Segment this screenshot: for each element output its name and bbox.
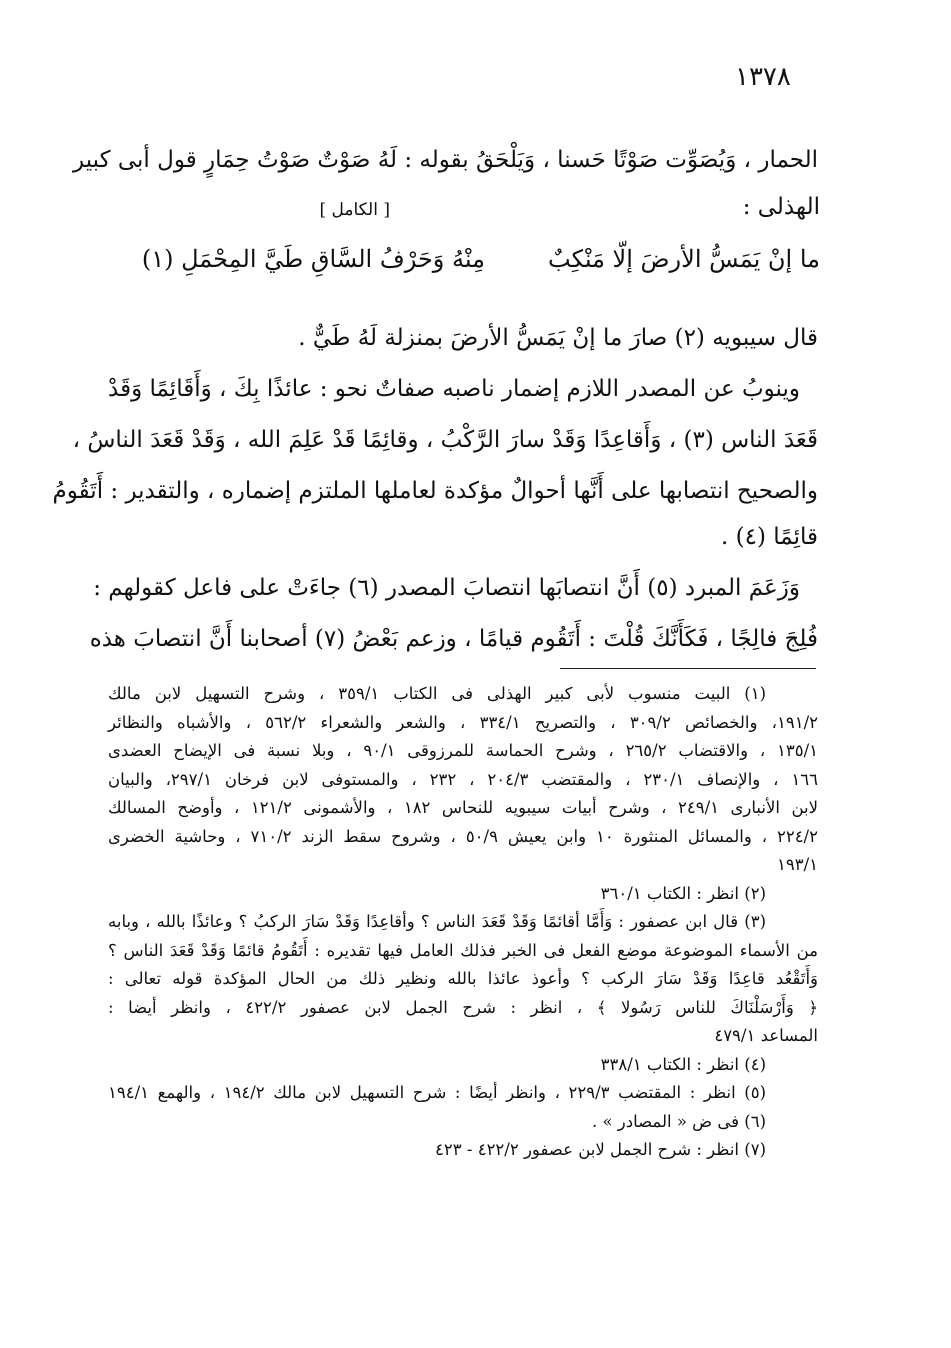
footnote-line: ٢٢٤/٢ ، والمسائل المنثورة ١٠ وابن يعيش ٥٠/٩ ، وشروح سقط الزند ٧١٠/٢ ، وحاشية الخضرى <box>108 826 818 846</box>
verse-first-hemistich: ما إنْ يَمَسُّ الأرضَ إلّا مَنْكِبٌ <box>548 245 820 273</box>
footnote-line: (٧) انظر : شرح الجمل لابن عصفور ٤٢٢/٢ - ٤٢٣ <box>435 1140 766 1159</box>
page-number: ١٣٧٨ <box>735 62 791 92</box>
footnote-line: ١٩٣/١ <box>776 855 818 874</box>
intro-line <box>73 135 818 186</box>
text-line: الحمار ، وَيُصَوِّت صَوْتًا حَسنا ، وَيَلْحَقُ بقوله : لَهُ صَوْتٌ صَوْتُ حِمَارٍ قول أبى كبير <box>73 147 818 173</box>
footnote-line: (٦) فى ض « المصادر » . <box>591 1111 766 1131</box>
footnote-2 <box>108 880 818 909</box>
footnote-line: (٤) انظر : الكتاب ٣٣٨/١ <box>600 1054 766 1074</box>
footnote-line: وَأَتَقْعُد قاعِدًا وَقَدْ سَارَ الركب ؟ وأعوذ عائذا بالله ونظير ذلك من الحال المؤكدة قوله تعالى : <box>108 969 818 988</box>
text-line: وَزَعَمَ المبرد (٥) أَنَّ انتصابَها انتصابَ المصدر (٦) جاءَتْ على فاعل كقولهم : <box>93 575 800 601</box>
footnote-line: ١٩١/٢، والخصائص ٣٠٩/٢ ، والتصريح ٣٣٤/١ ، والشعر والشعراء ٥٦٢/٢ ، والأشباه والنظائر <box>108 712 818 732</box>
text-line: وينوبُ عن المصدر اللازم إضمار ناصبه صفاتٌ نحو : عائذًا بِكَ ، وَأَقَائِمًا وَقَدْ <box>108 376 800 402</box>
footnote-line: (١) البيت منسوب لأبى كبير الهذلى فى الكتاب ٣٥٩/١ ، وشرح التسهيل لابن مالك <box>108 684 766 703</box>
paragraph <box>89 563 818 665</box>
main-text <box>52 313 818 665</box>
footnote-5 <box>108 1079 818 1108</box>
paragraph <box>108 313 818 364</box>
footnote-line: المساعد ٤٧٩/١ <box>714 1026 818 1045</box>
text-line: والصحيح انتصابها على أَنَّها أحوالٌ مؤكدة لعاملها الملتزم إضماره ، والتقدير : أَتَقُومُ <box>52 478 818 504</box>
verse-second-hemistich: مِنْهُ وَحَرْفُ السَّاقِ طَيَّ المِحْمَلِ (١) <box>141 245 485 273</box>
footnote-line: ١٣٥/١ ، والاقتضاب ٢٦٥/٢ ، وشرح الحماسة للمرزوقى ٩٠/١ ، وبلا نسبة فى الإيضاح العضدى <box>108 741 819 760</box>
footnote-6 <box>108 1108 818 1137</box>
footnote-4 <box>108 1051 818 1080</box>
footnote-line: من الأسماء الموضوعة موضع الفعل فى الخبر فذلك العامل فيها تقديره : أَتَقُومُ قائمًا وَقَدْ قَعَدَ الناس ؟ <box>108 940 818 960</box>
footnotes <box>108 680 818 1165</box>
footnote-separator <box>560 668 816 669</box>
text-line: قائِمًا (٤) . <box>721 524 818 550</box>
paragraph <box>52 364 818 557</box>
footnote-3 <box>108 908 818 1051</box>
footnote-1 <box>108 680 818 880</box>
text-line: فُلِجَ فالِجًا ، فَكَأَنَّكَ قُلْتَ : أَتَقُوم قيامًا ، وزعم بَعْضُ (٧) أصحابنا أَنَّ انتصابَ هذه <box>89 626 818 652</box>
footnote-line: ﴿ وَأَرْسَلْنَاكَ للناس رَسُولا ﴾ ، انظر : شرح الجمل لابن عصفور ٤٢٢/٢ ، وانظر أيضا : <box>108 997 818 1017</box>
text-line: قال سيبويه (٢) صارَ ما إنْ يَمَسُّ الأرضَ بمنزلة لَهُ طَيٌّ . <box>298 325 818 351</box>
meter-label: [ الكامل ] <box>319 200 390 220</box>
footnote-line: (٥) انظر : المقتضب ٢٢٩/٣ ، وانظر أيضًا : شرح التسهيل لابن مالك ١٩٤/٢ ، والهمع ١٩٤/١ <box>108 1083 766 1102</box>
footnote-line: (٢) انظر : الكتاب ٣٦٠/١ <box>600 883 766 903</box>
text-line: قَعَدَ الناس (٣) ، وَأَقاعِدًا وَقَدْ سارَ الرَّكْبُ ، وقائِمًا قَدْ عَلِمَ الله ، وَقَدْ قَعَدَ الناسُ ، <box>72 427 818 453</box>
poet-name: الهذلى : <box>742 194 820 220</box>
footnote-line: (٣) قال ابن عصفور : وَأَمَّا أقائمًا وَقَدْ قَعَدَ الناس ؟ وأقاعِدًا وَقَدْ سَارَ الركبُ ؟ وعائذًا بالله ، وبابه <box>108 912 766 931</box>
footnote-line: لابن الأنبارى ٢٤٩/١ ، وشرح أبيات سيبويه للنحاس ١٨٢ ، والأشمونى ١٢١/٢ ، وأوضح المسالك <box>108 798 819 817</box>
footnote-7 <box>108 1136 818 1165</box>
footnote-line: ١٦٦ ، والإنصاف ٢٣٠/١ ، والمقتضب ٢٠٤/٣ ، ٢٣٢ ، والمستوفى لابن فرخان ٢٩٧/١، والبيان <box>108 769 818 789</box>
